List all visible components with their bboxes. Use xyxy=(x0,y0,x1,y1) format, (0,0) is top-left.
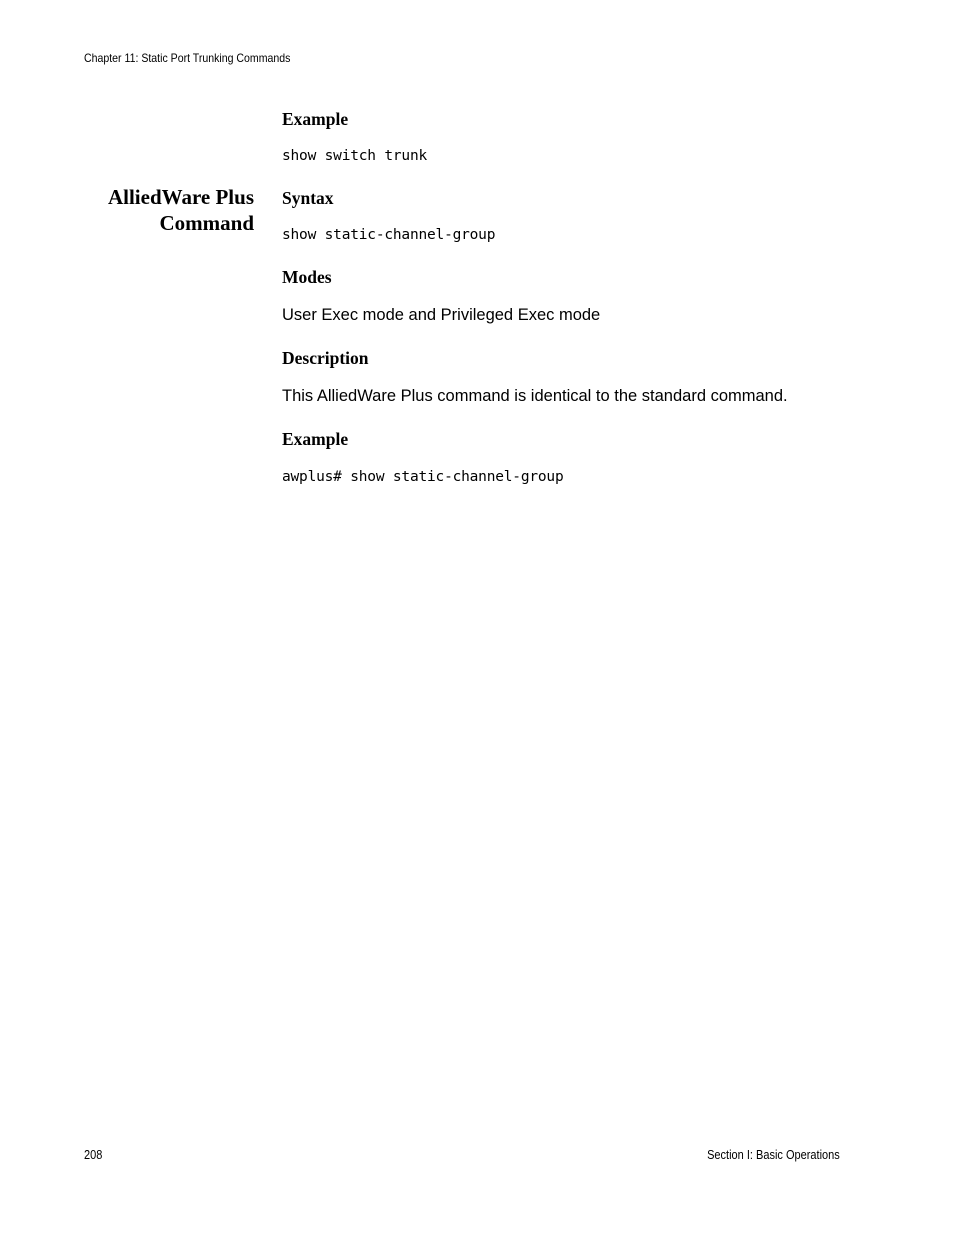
awplus-example-code: awplus# show static-channel-group xyxy=(282,469,564,485)
modes-heading: Modes xyxy=(282,267,332,287)
awplus-example-heading: Example xyxy=(282,429,349,449)
modes-text: User Exec mode and Privileged Exec mode xyxy=(282,306,601,324)
example-code: show switch trunk xyxy=(282,148,428,164)
syntax-heading: Syntax xyxy=(282,188,334,208)
section-side-title xyxy=(108,184,254,236)
side-title-line2: Command xyxy=(159,211,254,235)
description-heading: Description xyxy=(282,348,369,368)
syntax-code: show static-channel-group xyxy=(282,227,496,243)
description-text: This AlliedWare Plus command is identical to the standard command. xyxy=(282,387,788,405)
side-title-line1: AlliedWare Plus xyxy=(107,185,254,209)
page-number: 208 xyxy=(84,1148,103,1162)
section-footer: Section I: Basic Operations xyxy=(707,1148,840,1162)
example-heading: Example xyxy=(282,109,349,129)
running-header: Chapter 11: Static Port Trunking Commands xyxy=(84,51,291,65)
